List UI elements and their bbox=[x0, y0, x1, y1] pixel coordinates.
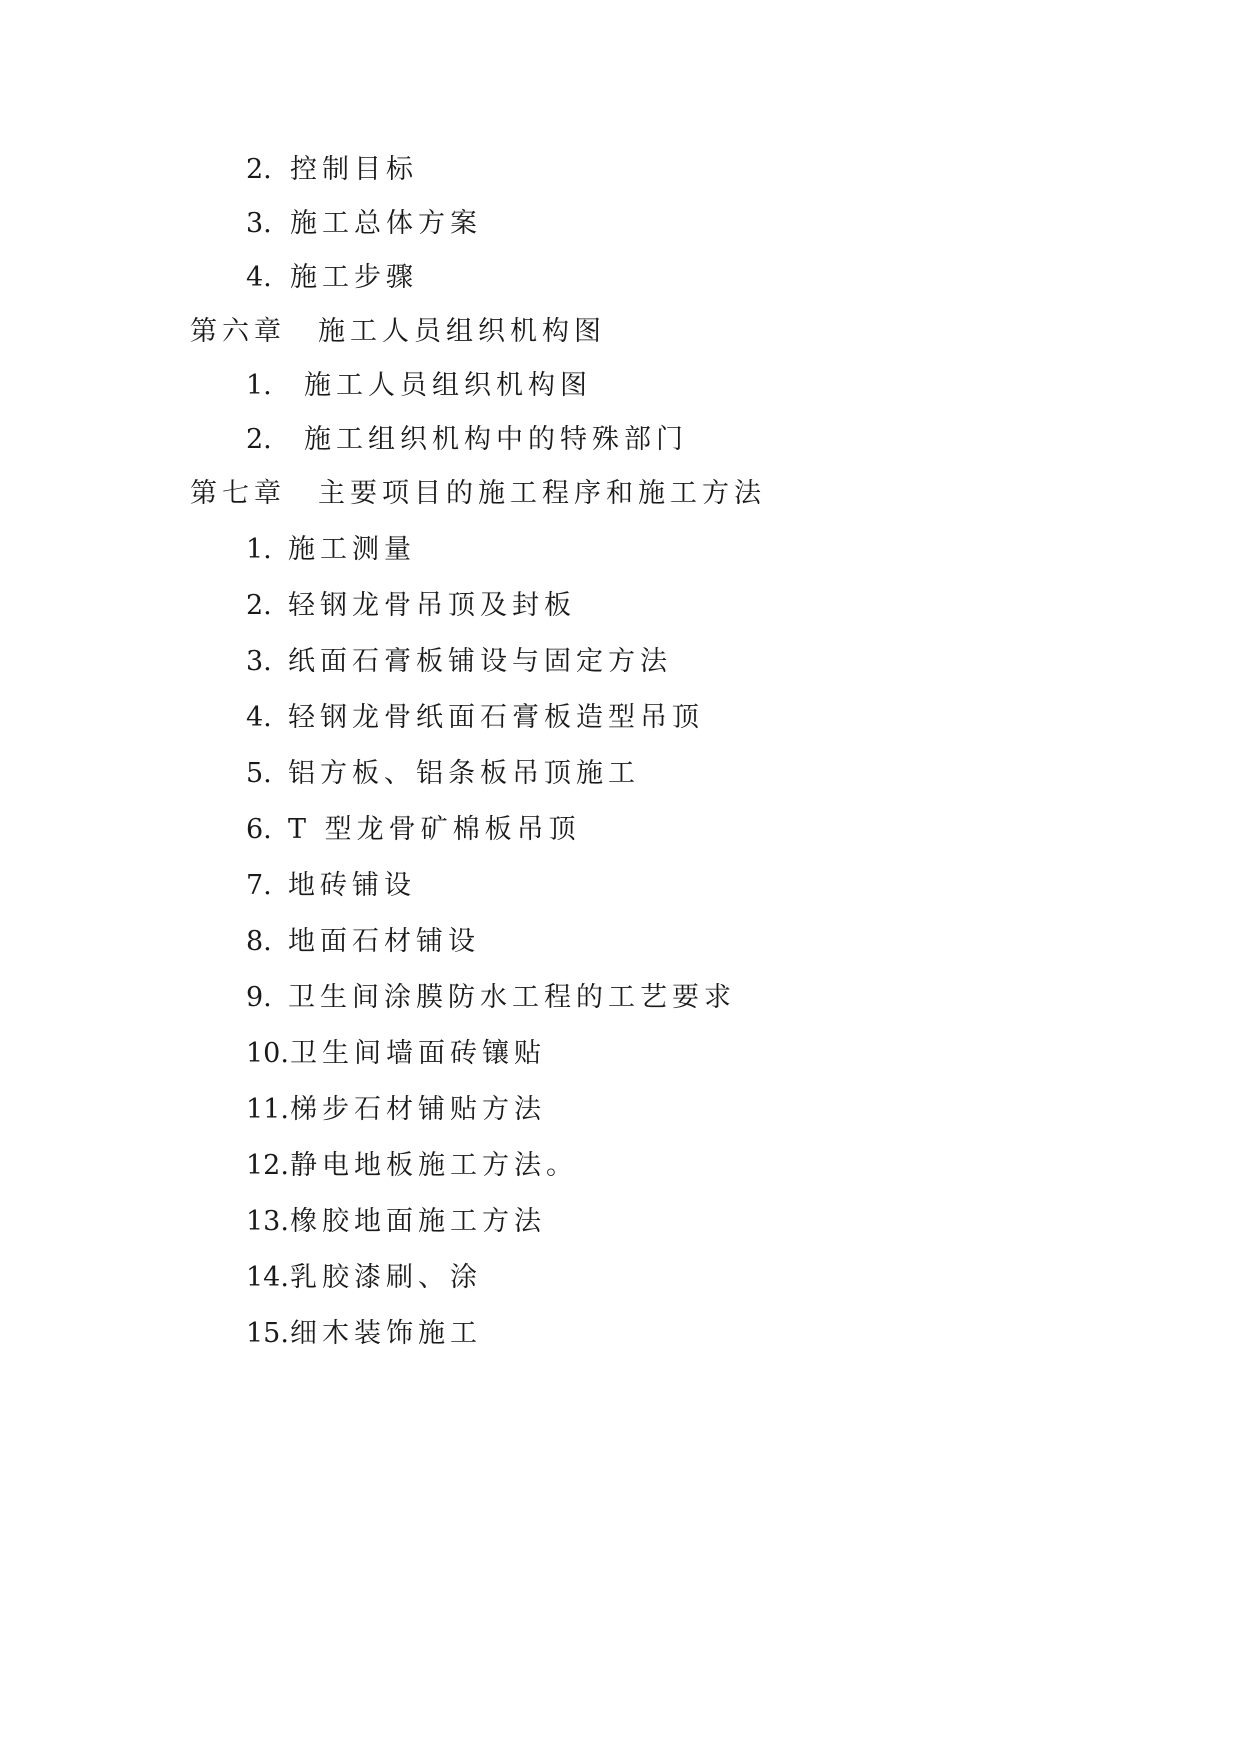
toc-item-number: 13. bbox=[246, 1206, 289, 1237]
toc-item-title: 施工组织机构中的特殊部门 bbox=[304, 424, 688, 455]
toc-item-title: 梯步石材铺贴方法 bbox=[290, 1094, 546, 1125]
toc-item bbox=[246, 981, 736, 1015]
toc-item-number: 2. bbox=[246, 424, 272, 455]
toc-item bbox=[246, 369, 592, 403]
toc-item-number: 14. bbox=[246, 1262, 289, 1293]
toc-item-number: 2. bbox=[246, 154, 272, 185]
toc-item-title: 控制目标 bbox=[290, 154, 418, 185]
toc-item-title: 静电地板施工方法。 bbox=[290, 1150, 578, 1181]
toc-item-number: 8. bbox=[246, 926, 272, 957]
toc-item bbox=[246, 1149, 578, 1183]
toc-item-title: 地砖铺设 bbox=[288, 870, 416, 901]
toc-item-title: 铝方板、铝条板吊顶施工 bbox=[288, 758, 640, 789]
toc-item-number: 2. bbox=[246, 590, 272, 621]
toc-item-number: 4. bbox=[246, 702, 272, 733]
toc-item-title: 橡胶地面施工方法 bbox=[290, 1206, 546, 1237]
toc-item-title: 轻钢龙骨吊顶及封板 bbox=[288, 590, 576, 621]
toc-item bbox=[246, 757, 640, 791]
toc-item-title: 施工总体方案 bbox=[290, 208, 482, 239]
toc-item bbox=[246, 153, 418, 187]
toc-item bbox=[246, 1037, 546, 1071]
toc-item-title: 纸面石膏板铺设与固定方法 bbox=[288, 646, 672, 677]
toc-item-number: 1. bbox=[246, 370, 272, 401]
toc-item bbox=[246, 1261, 482, 1295]
toc-item bbox=[246, 533, 416, 567]
toc-item-number: 4. bbox=[246, 262, 272, 293]
toc-item-title: 施工测量 bbox=[288, 534, 416, 565]
toc-item bbox=[246, 701, 704, 735]
toc-item-title: 卫生间涂膜防水工程的工艺要求 bbox=[288, 982, 736, 1013]
toc-item-title: 地面石材铺设 bbox=[288, 926, 480, 957]
toc-chapter-heading bbox=[190, 477, 766, 511]
toc-item-number: 10. bbox=[246, 1038, 289, 1069]
toc-item-title: 施工步骤 bbox=[290, 262, 418, 293]
toc-item-number: 5. bbox=[246, 758, 272, 789]
toc-item-number: 3. bbox=[246, 208, 272, 239]
toc-item-number: 15. bbox=[246, 1318, 289, 1349]
toc-item bbox=[246, 1317, 482, 1351]
toc-item-title: 乳胶漆刷、涂 bbox=[290, 1262, 482, 1293]
toc-item bbox=[246, 1205, 546, 1239]
toc-item-number: 9. bbox=[246, 982, 272, 1013]
toc-chapter-heading bbox=[190, 315, 606, 349]
toc-item-number: 7. bbox=[246, 870, 272, 901]
toc-item bbox=[246, 813, 581, 847]
toc-item bbox=[246, 207, 482, 241]
toc-item bbox=[246, 925, 480, 959]
toc-item bbox=[246, 261, 418, 295]
toc-item-title: T 型龙骨矿棉板吊顶 bbox=[288, 814, 581, 845]
toc-item-title: 轻钢龙骨纸面石膏板造型吊顶 bbox=[288, 702, 704, 733]
chapter-label: 第七章 bbox=[190, 478, 286, 509]
toc-item-number: 12. bbox=[246, 1150, 289, 1181]
chapter-title: 施工人员组织机构图 bbox=[318, 316, 606, 347]
toc-item-title: 细木装饰施工 bbox=[290, 1318, 482, 1349]
toc-item-number: 6. bbox=[246, 814, 272, 845]
toc-item bbox=[246, 869, 416, 903]
toc-item bbox=[246, 423, 688, 457]
toc-item-number: 11. bbox=[246, 1094, 289, 1125]
toc-item bbox=[246, 589, 576, 623]
toc-item-number: 3. bbox=[246, 646, 272, 677]
toc-item bbox=[246, 1093, 546, 1127]
chapter-title: 主要项目的施工程序和施工方法 bbox=[318, 478, 766, 509]
chapter-label: 第六章 bbox=[190, 316, 286, 347]
toc-item-title: 施工人员组织机构图 bbox=[304, 370, 592, 401]
toc-item-title: 卫生间墙面砖镶贴 bbox=[290, 1038, 546, 1069]
toc-item-number: 1. bbox=[246, 534, 272, 565]
toc-item bbox=[246, 645, 672, 679]
